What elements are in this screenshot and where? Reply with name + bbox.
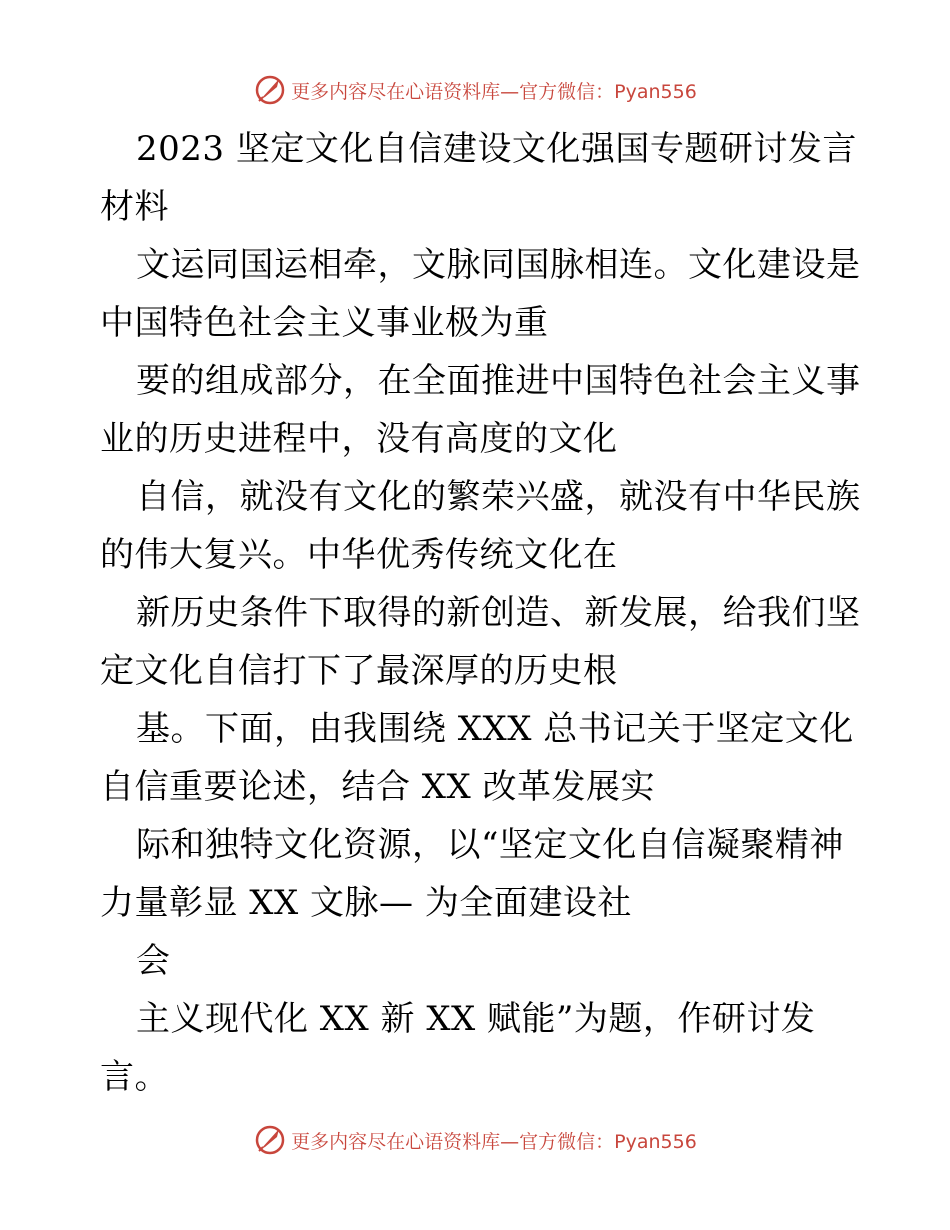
text-line: 主义现代化 XX 新 XX 赋能”为题，作研讨发	[136, 999, 816, 1039]
text-line: 言。	[100, 1057, 169, 1097]
text-line: 文运同国运相牵，文脉同国脉相连。文化建设是	[136, 245, 861, 285]
text-line: 自信，就没有文化的繁荣兴盛，就没有中华民族	[136, 477, 861, 517]
text-line: 新历史条件下取得的新创造、新发展，给我们坚	[136, 593, 861, 633]
document-body	[100, 120, 860, 1106]
text-line: 自信重要论述，结合 XX 改革发展实	[100, 767, 656, 807]
text-line: 际和独特文化资源，以“坚定文化自信凝聚精神	[136, 825, 844, 865]
footer-watermark-banner	[0, 1123, 950, 1157]
text-line: 2023 坚定文化自信建设文化强国专题研讨发言	[136, 129, 857, 169]
text-line: 要的组成部分，在全面推进中国特色社会主义事	[136, 361, 861, 401]
quill-logo-icon	[253, 73, 287, 107]
header-watermark-banner	[0, 73, 950, 107]
footer-banner-text: 更多内容尽在心语资料库—官方微信：Pyan556	[291, 1130, 697, 1153]
text-line: 会	[136, 941, 171, 981]
header-banner-text: 更多内容尽在心语资料库—官方微信：Pyan556	[291, 80, 697, 103]
text-line: 定文化自信打下了最深厚的历史根	[100, 651, 618, 691]
text-line: 基。下面，由我围绕 XXX 总书记关于坚定文化	[136, 709, 854, 749]
text-line: 中国特色社会主义事业极为重	[100, 303, 549, 343]
text-line: 力量彰显 XX 文脉— 为全面建设社	[100, 883, 632, 923]
text-line: 材料	[100, 187, 169, 227]
quill-logo-icon	[253, 1123, 287, 1157]
text-line: 业的历史进程中，没有高度的文化	[100, 419, 618, 459]
text-line: 的伟大复兴。中华优秀传统文化在	[100, 535, 618, 575]
